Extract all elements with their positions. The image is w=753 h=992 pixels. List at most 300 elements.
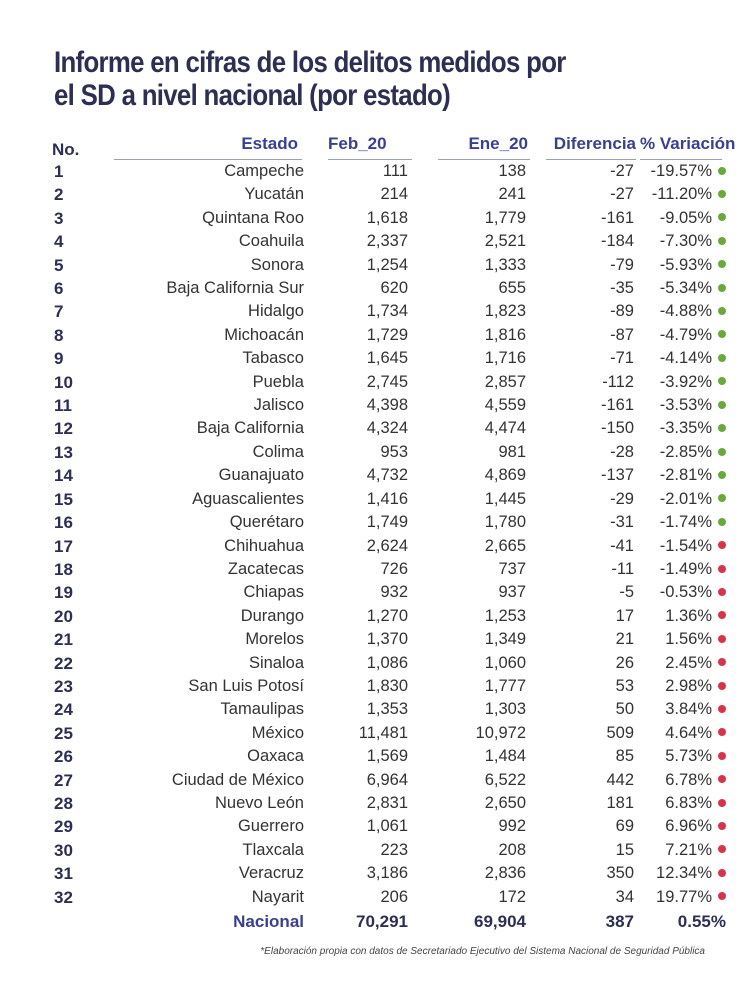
row-diferencia: -184: [600, 232, 634, 251]
row-diferencia: 34: [615, 887, 634, 906]
row-feb: 1,749: [366, 513, 408, 532]
trend-dot-icon: [718, 494, 726, 502]
table-row: [52, 441, 712, 464]
row-variacion: [640, 441, 712, 464]
row-no: 1: [54, 162, 64, 181]
trend-dot-icon: [718, 401, 726, 409]
table-row: [52, 605, 712, 628]
row-diferencia: -137: [600, 466, 634, 485]
row-estado: Baja California Sur: [166, 279, 304, 298]
row-feb: 2,337: [366, 232, 408, 251]
row-variacion: [640, 722, 712, 745]
variacion-value: -4.79%: [659, 325, 712, 344]
row-diferencia: -161: [600, 208, 634, 227]
table-row: [52, 839, 712, 862]
table-row: [52, 254, 712, 277]
row-ene: 4,474: [484, 419, 526, 438]
row-no: 20: [54, 606, 73, 626]
trend-dot-icon: [718, 845, 726, 853]
total-ene: 69,904: [474, 912, 526, 931]
trend-dot-icon: [718, 284, 726, 292]
row-estado: Veracruz: [238, 864, 304, 883]
row-no: 24: [54, 700, 73, 720]
variacion-value: -7.30%: [659, 232, 712, 251]
row-no: 32: [54, 887, 73, 907]
row-ene: 1,349: [484, 630, 526, 649]
row-no: 14: [54, 466, 73, 486]
variacion-value: -1.49%: [659, 559, 712, 578]
trend-dot-icon: [718, 775, 726, 783]
table-row: [52, 535, 712, 558]
table-row: [52, 792, 712, 815]
trend-dot-icon: [718, 518, 726, 526]
row-estado: Tabasco: [242, 349, 304, 368]
header-estado: Estado: [110, 128, 310, 160]
variacion-value: -1.74%: [659, 513, 712, 532]
variacion-value: -0.53%: [659, 583, 712, 602]
row-variacion: [640, 511, 712, 534]
table-row: [52, 277, 712, 300]
variacion-value: -19.57%: [650, 162, 712, 180]
row-variacion: [640, 558, 712, 581]
row-ene: 2,836: [484, 864, 526, 883]
row-diferencia: -112: [602, 372, 634, 391]
table-row: [52, 745, 712, 768]
variacion-value: 1.56%: [665, 630, 712, 649]
row-ene: 937: [498, 583, 526, 602]
table-row: [52, 230, 712, 253]
table-row: [52, 347, 712, 370]
total-label: Nacional: [233, 912, 304, 931]
row-no: 21: [54, 630, 73, 650]
row-diferencia: 509: [606, 723, 634, 742]
row-diferencia: -28: [610, 442, 634, 461]
row-ene: 655: [498, 279, 526, 298]
row-estado: Querétaro: [229, 513, 304, 532]
row-variacion: [640, 160, 712, 183]
table-row: [52, 698, 712, 721]
row-variacion: [640, 652, 712, 675]
variacion-value: 6.78%: [665, 770, 712, 789]
row-variacion: [640, 347, 712, 370]
row-diferencia: -89: [610, 302, 634, 321]
row-ene: 208: [498, 840, 526, 859]
trend-dot-icon: [718, 728, 726, 736]
variacion-value: -11.20%: [651, 185, 712, 204]
row-no: 19: [54, 583, 73, 603]
header-variacion: % Variación: [640, 128, 712, 160]
row-diferencia: -150: [600, 419, 634, 438]
row-ene: 1,445: [484, 489, 526, 508]
crime-stats-table: [52, 128, 736, 935]
row-ene: 4,559: [484, 396, 526, 415]
row-no: 4: [54, 232, 64, 252]
header-ene: Ene_20: [420, 128, 536, 160]
row-feb: 111: [382, 162, 408, 180]
row-feb: 2,624: [366, 536, 408, 555]
row-no: 11: [54, 396, 72, 416]
row-estado: Jalisco: [253, 396, 304, 415]
row-ene: 981: [498, 442, 526, 461]
row-diferencia: 350: [606, 864, 634, 883]
row-no: 17: [54, 536, 73, 556]
variacion-value: -2.85%: [659, 442, 712, 461]
trend-dot-icon: [718, 822, 726, 830]
row-feb: 1,645: [366, 349, 408, 368]
row-estado: Ciudad de México: [171, 770, 304, 789]
table-row: [52, 628, 712, 651]
row-estado: Colima: [252, 442, 304, 461]
row-estado: Guerrero: [237, 817, 304, 836]
row-no: 26: [54, 747, 73, 767]
row-estado: Zacatecas: [227, 559, 304, 578]
row-diferencia: -41: [610, 536, 634, 555]
trend-dot-icon: [718, 682, 726, 690]
trend-dot-icon: [718, 635, 726, 643]
row-diferencia: 69: [615, 817, 634, 836]
row-feb: 223: [380, 840, 408, 859]
row-diferencia: 15: [615, 840, 634, 859]
row-variacion: [640, 183, 712, 206]
row-estado: Aguascalientes: [192, 489, 304, 508]
row-feb: 1,569: [366, 747, 408, 766]
row-no: 25: [54, 723, 73, 743]
variacion-value: 6.83%: [665, 793, 712, 812]
row-feb: 1,734: [366, 302, 408, 321]
row-variacion: [640, 862, 712, 885]
trend-dot-icon: [718, 611, 726, 619]
trend-dot-icon: [718, 541, 726, 549]
row-estado: Tlaxcala: [242, 840, 304, 859]
row-diferencia: 181: [606, 793, 634, 812]
row-estado: Puebla: [252, 372, 304, 391]
table-row: [52, 558, 712, 581]
row-diferencia: -79: [610, 255, 634, 274]
table-row: [52, 862, 712, 885]
row-ene: 1,716: [484, 349, 526, 368]
row-diferencia: 26: [615, 653, 634, 672]
row-variacion: [640, 230, 712, 253]
table-row: [52, 511, 712, 534]
row-ene: 2,650: [484, 793, 526, 812]
row-ene: 1,823: [484, 302, 526, 321]
row-ene: 1,816: [484, 325, 526, 344]
row-feb: 1,370: [366, 630, 408, 649]
row-no: 18: [54, 559, 73, 579]
row-variacion: [640, 698, 712, 721]
variacion-value: 6.96%: [665, 817, 712, 836]
row-variacion: [640, 769, 712, 792]
trend-dot-icon: [718, 330, 726, 338]
row-estado: Coahuila: [238, 232, 304, 251]
row-diferencia: -35: [610, 279, 634, 298]
row-ene: 138: [498, 162, 526, 180]
trend-dot-icon: [718, 448, 726, 456]
row-estado: Tamaulipas: [220, 700, 304, 719]
row-no: 16: [54, 513, 73, 533]
row-diferencia: -5: [619, 583, 634, 602]
variacion-value: -4.88%: [659, 302, 712, 321]
row-ene: 1,777: [484, 676, 526, 695]
row-feb: 206: [380, 887, 408, 906]
total-feb: 70,291: [356, 912, 408, 931]
row-diferencia: 17: [615, 606, 634, 625]
variacion-value: 19.77%: [656, 887, 712, 906]
row-no: 27: [54, 770, 73, 790]
row-diferencia: -27: [610, 162, 634, 180]
row-variacion: [640, 839, 712, 862]
row-variacion: [640, 815, 712, 838]
row-estado: San Luis Potosí: [188, 676, 304, 695]
row-ene: 4,869: [484, 466, 526, 485]
row-no: 3: [54, 208, 64, 228]
row-feb: 4,324: [366, 419, 408, 438]
row-estado: Campeche: [224, 162, 304, 180]
row-feb: 1,416: [366, 489, 408, 508]
row-estado: Sinaloa: [248, 653, 304, 672]
variacion-value: 5.73%: [665, 747, 712, 766]
table-row: [52, 488, 712, 511]
row-estado: Quintana Roo: [202, 208, 304, 227]
row-ene: 2,665: [484, 536, 526, 555]
row-feb: 2,831: [366, 793, 408, 812]
report-title-line-2: el SD a nivel nacional (por estado): [54, 79, 450, 112]
row-feb: 1,254: [366, 255, 408, 274]
row-ene: 1,779: [484, 208, 526, 227]
row-feb: 1,353: [366, 700, 408, 719]
table-row: [52, 207, 712, 230]
variacion-value: 12.34%: [656, 864, 712, 883]
row-diferencia: -27: [610, 185, 634, 204]
table-row: [52, 769, 712, 792]
row-feb: 1,270: [366, 606, 408, 625]
row-estado: Nuevo León: [215, 793, 304, 812]
row-ene: 6,522: [484, 770, 526, 789]
report-title: [54, 46, 604, 112]
row-ene: 2,521: [484, 232, 526, 251]
row-variacion: [640, 675, 712, 698]
row-estado: Baja California: [196, 419, 304, 438]
variacion-value: 1.36%: [665, 606, 712, 625]
row-ene: 992: [498, 817, 526, 836]
trend-dot-icon: [718, 424, 726, 432]
row-variacion: [640, 605, 712, 628]
table-row: [52, 675, 712, 698]
row-no: 10: [54, 372, 73, 392]
row-feb: 1,618: [366, 208, 408, 227]
row-feb: 620: [380, 279, 408, 298]
variacion-value: 2.98%: [665, 676, 712, 695]
row-no: 23: [54, 676, 73, 696]
trend-dot-icon: [718, 565, 726, 573]
table-row: [52, 183, 712, 206]
trend-dot-icon: [718, 799, 726, 807]
trend-dot-icon: [718, 588, 726, 596]
row-feb: 1,086: [366, 653, 408, 672]
row-diferencia: -71: [610, 349, 634, 368]
row-variacion: [640, 417, 712, 440]
table-row: [52, 652, 712, 675]
row-variacion: [640, 581, 712, 604]
row-feb: 932: [380, 583, 408, 602]
row-no: 8: [54, 325, 64, 345]
row-no: 31: [54, 864, 73, 884]
table-row: [52, 815, 712, 838]
trend-dot-icon: [718, 869, 726, 877]
row-no: 29: [54, 817, 73, 837]
row-variacion: [640, 254, 712, 277]
row-diferencia: 21: [615, 630, 634, 649]
variacion-value: -3.53%: [659, 396, 712, 415]
row-ene: 10,972: [475, 723, 526, 742]
row-estado: Yucatán: [244, 185, 304, 204]
row-estado: Guanajuato: [218, 466, 304, 485]
row-no: 13: [54, 442, 73, 462]
row-diferencia: 85: [615, 747, 634, 766]
row-feb: 6,964: [366, 770, 408, 789]
row-variacion: [640, 488, 712, 511]
table-row: [52, 722, 712, 745]
total-var: 0.55%: [677, 912, 726, 931]
row-variacion: [640, 792, 712, 815]
variacion-value: 4.64%: [665, 723, 712, 742]
total-no: [52, 909, 110, 935]
variacion-value: 3.84%: [665, 700, 712, 719]
row-feb: 4,398: [366, 396, 408, 415]
row-feb: 726: [380, 559, 408, 578]
trend-dot-icon: [718, 213, 726, 221]
row-variacion: [640, 277, 712, 300]
trend-dot-icon: [718, 752, 726, 760]
row-diferencia: -29: [610, 489, 634, 508]
row-estado: México: [251, 723, 304, 742]
table-row: [52, 464, 712, 487]
row-estado: Morelos: [245, 630, 304, 649]
variacion-value: -5.34%: [659, 279, 712, 298]
trend-dot-icon: [718, 190, 726, 198]
variacion-value: -4.14%: [659, 349, 712, 368]
variacion-value: -9.05%: [659, 208, 712, 227]
table-row: [52, 371, 712, 394]
variacion-value: -1.54%: [659, 536, 712, 555]
row-ene: 737: [498, 559, 526, 578]
row-feb: 1,830: [366, 676, 408, 695]
table-row: [52, 886, 712, 909]
total-row: [52, 909, 712, 935]
table-header-row: [52, 128, 712, 160]
row-feb: 214: [380, 185, 408, 204]
header-diferencia: Diferencia: [536, 128, 640, 160]
row-ene: 241: [498, 185, 526, 204]
row-feb: 1,729: [366, 325, 408, 344]
trend-dot-icon: [718, 354, 726, 362]
row-no: 7: [54, 302, 64, 322]
row-no: 22: [54, 653, 73, 673]
row-variacion: [640, 207, 712, 230]
row-diferencia: -87: [610, 325, 634, 344]
table-row: [52, 394, 712, 417]
row-ene: 1,303: [484, 700, 526, 719]
row-estado: Nayarit: [251, 887, 304, 906]
variacion-value: 2.45%: [665, 653, 712, 672]
row-feb: 4,732: [366, 466, 408, 485]
footnote: *Elaboración propia con datos de Secretariado Ejecutivo del Sistema Nacional de Seguridad Pública: [260, 946, 705, 957]
row-variacion: [640, 745, 712, 768]
row-no: 5: [54, 255, 64, 275]
table-row: [52, 160, 712, 183]
row-estado: Michoacán: [224, 325, 304, 344]
table-row: [52, 581, 712, 604]
row-no: 30: [54, 840, 73, 860]
trend-dot-icon: [718, 892, 726, 900]
row-variacion: [640, 886, 712, 909]
trend-dot-icon: [718, 377, 726, 385]
row-diferencia: -11: [611, 559, 634, 578]
row-ene: 172: [498, 887, 526, 906]
row-no: 15: [54, 489, 73, 509]
row-feb: 3,186: [366, 864, 408, 883]
trend-dot-icon: [718, 658, 726, 666]
row-ene: 1,484: [484, 747, 526, 766]
report-title-line-1: Informe en cifras de los delitos medidos por: [54, 46, 566, 79]
row-diferencia: -161: [600, 396, 634, 415]
variacion-value: -5.93%: [659, 255, 712, 274]
row-ene: 1,060: [484, 653, 526, 672]
row-variacion: [640, 371, 712, 394]
row-no: 28: [54, 793, 73, 813]
row-diferencia: 53: [615, 676, 634, 695]
row-ene: 1,333: [484, 255, 526, 274]
row-ene: 2,857: [484, 372, 526, 391]
row-estado: Chihuahua: [224, 536, 304, 555]
table-row: [52, 300, 712, 323]
row-feb: 2,745: [366, 372, 408, 391]
variacion-value: 7.21%: [665, 840, 712, 859]
row-variacion: [640, 535, 712, 558]
table-row: [52, 324, 712, 347]
row-diferencia: 50: [615, 700, 634, 719]
trend-dot-icon: [718, 237, 726, 245]
table-body: [52, 160, 712, 909]
row-diferencia: -31: [610, 513, 634, 532]
row-no: 12: [54, 419, 73, 439]
row-variacion: [640, 394, 712, 417]
row-ene: 1,253: [484, 606, 526, 625]
row-estado: Hidalgo: [248, 302, 304, 321]
trend-dot-icon: [718, 705, 726, 713]
row-variacion: [640, 464, 712, 487]
row-no: 6: [54, 279, 64, 299]
row-no: 2: [54, 185, 64, 205]
row-variacion: [640, 324, 712, 347]
row-estado: Durango: [240, 606, 304, 625]
trend-dot-icon: [718, 471, 726, 479]
variacion-value: -2.81%: [659, 466, 712, 485]
row-variacion: [640, 300, 712, 323]
row-feb: 1,061: [366, 817, 408, 836]
total-dif: 387: [605, 912, 634, 931]
row-feb: 953: [380, 442, 408, 461]
trend-dot-icon: [718, 307, 726, 315]
row-feb: 11,481: [358, 723, 408, 742]
header-feb: Feb_20: [310, 128, 420, 160]
trend-dot-icon: [718, 260, 726, 268]
row-ene: 1,780: [484, 513, 526, 532]
row-diferencia: 442: [606, 770, 634, 789]
row-no: 9: [54, 349, 64, 369]
trend-dot-icon: [718, 167, 726, 175]
row-estado: Sonora: [250, 255, 304, 274]
